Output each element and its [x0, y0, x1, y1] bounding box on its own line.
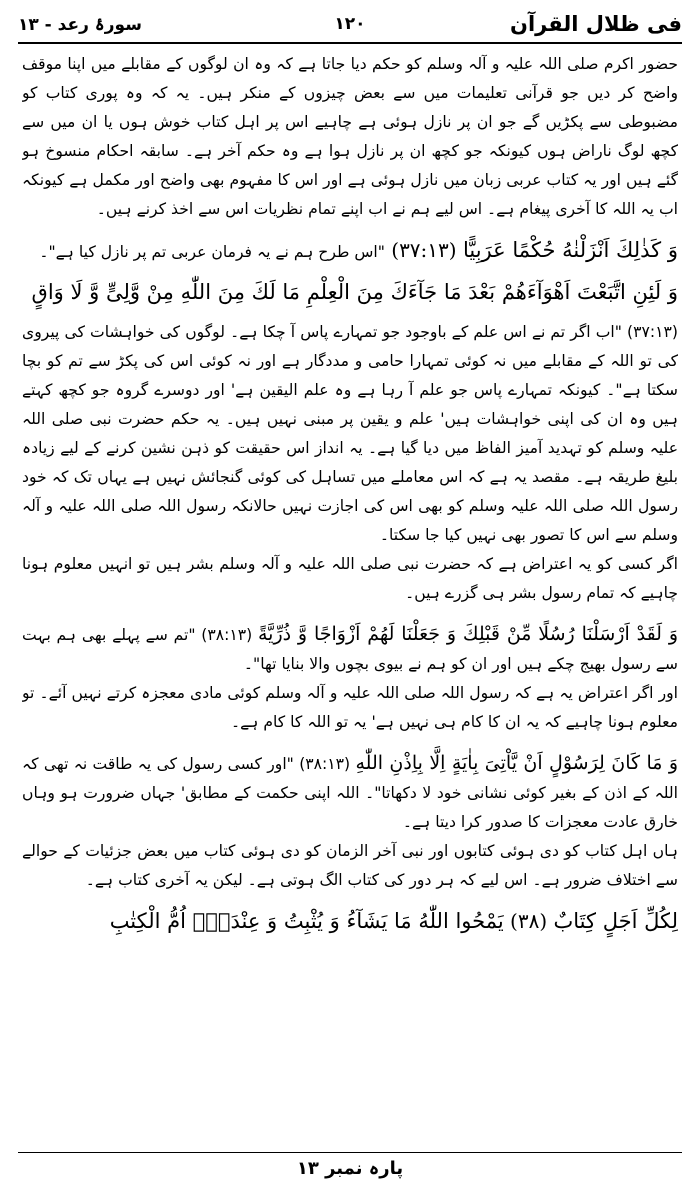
- ayah-38c-reference: (۳۸): [510, 909, 548, 933]
- header-rule: [18, 42, 682, 44]
- ayah-38c-arabic: لِكُلِّ اَجَلٍ كِتَابٌ: [553, 909, 678, 933]
- para-number-footer: پارہ نمبر ۱۳: [296, 1158, 404, 1179]
- paragraph-miracles: اور اگر اعتراض یہ ہے کہ رسول اللہ صلی اللہ علیہ و آلہ وسلم کوئی مادی معجزہ کرتے نہیں آئے۔ تو معلوم ہونا چاہیے کہ یہ ان کا کام ہی نہیں ہے' یہ تو اللہ کا کام ہے۔: [22, 684, 678, 731]
- book-title: فی ظلال القرآن: [510, 12, 682, 36]
- ayah-38b-translation: "اور کسی رسول کی یہ طاقت نہ تھی کہ اللہ کے اذن کے بغیر کوئی نشانی خود لا دکھاتا"۔ اللہ اپنی حکمت کے مطابق' جہاں ضرورت ہو وہاں خارق عادت معجزات کا صدور کرا دیتا ہے۔: [22, 755, 678, 831]
- paragraph-commentary-37: (۳۷:۱۳) "اب اگر تم نے اس علم کے باوجود جو تمہارے پاس آ چکا ہے۔ لوگوں کی خواہشات کی پیروی کی تو اللہ کے مقابلے میں نہ کوئی تمہارا حامی و مددگار ہے اور نہ کوئی اس کی پکڑ سے تم کو بچا سکتا ہے"۔ کیونکہ تمہارے پاس جو علم آ رہا ہے وہ علم الیقین ہے' اور دوسرے گروہ جو کچھ کہتے ہیں وہ ان کی اپنی خواہشات ہیں' علم و یقین پر مبنی نہیں ہیں۔ یہ حکم حضرت نبی صلی اللہ علیہ وسلم کو تہدید آمیز الفاظ میں دیا گیا ہے۔ یہ انداز اس حقیقت کو ذہن نشین کرنے کے لیے زیادہ بلیغ طریقہ ہے۔ مقصد یہ ہے کہ اس معاملے میں تساہل کی کوئی گنجائش نہیں ہے یہاں تک کہ خود رسول اللہ صلی اللہ علیہ وسلم کو بھی اس کی اجازت نہیں حالانکہ رسول اللہ صلی اللہ علیہ و آلہ وسلم سے اس کا تصور بھی نہیں کیا جا سکتا۔: [22, 323, 678, 544]
- paragraph-messengers-human: اگر کسی کو یہ اعتراض ہے کہ حضرت نبی صلی اللہ علیہ و آلہ وسلم بشر ہیں تو انہیں معلوم ہونا چاہیے کہ تمام رسول بشر ہی گزرے ہیں۔: [22, 555, 678, 602]
- ayah-37-arabic: وَ كَذٰلِكَ اَنْزَلْنٰهُ حُكْمًا عَرَبِيًّا: [462, 238, 678, 262]
- ayah-37-continued: [22, 274, 678, 310]
- paragraph-intro: حضور اکرم صلی اللہ علیہ و آلہ وسلم کو حکم دیا جاتا ہے کہ وہ ان لوگوں کے مقابلے میں اپنا موقف واضح کر دیں جو قرآنی تعلیمات میں سے بعض چیزوں کے منکر ہیں۔ یہ کہ وہ پوری کتاب کو مضبوطی سے پکڑیں گے جو ان پر نازل ہوئی ہے چاہیے اس پر اہل کتاب خوش ہوں یا ان میں سے کچھ لوگ ناراض ہوں کیونکہ جو کچھ ان پر نازل ہوا ہے وہ حکم آخر ہے۔ سابقہ احکام منسوخ ہو گئے ہیں اور یہ کتاب عربی زبان میں نازل ہوئی ہے اور اس کا مفہوم بھی واضح اور مکمل ہے کیونکہ اب یہ اللہ کا آخری پیغام ہے۔ اس لیے ہم نے اب اپنے تمام نظریات اس سے اخذ کرنے ہیں۔: [22, 55, 678, 218]
- ayah-39-arabic: يَمْحُوا اللّٰهُ مَا يَشَآءُ وَ يُثْبِتُ وَ عِنْدَهٗۤ اُمُّ الْكِتٰبِ: [109, 909, 504, 933]
- ayah-37: [22, 232, 678, 270]
- page-body: [22, 50, 678, 1145]
- ayah-37-translation: "اس طرح ہم نے یہ فرمان عربی تم پر نازل کیا ہے"۔: [39, 243, 385, 261]
- ayah-38a: [22, 620, 678, 679]
- ayah-38a-translation: "تم سے پہلے بھی ہم بہت سے رسول بھیج چکے ہیں اور ان کو ہم نے بیوی بچوں والا بنایا تھا"۔: [22, 626, 678, 673]
- footer-rule: [18, 1152, 682, 1153]
- ayah-38b: [22, 749, 678, 837]
- ayah-37-reference: (۳۷:۱۳): [391, 238, 457, 262]
- ayah-38b-arabic: وَ مَا كَانَ لِرَسُوْلٍ اَنْ يَّاْتِیَ بِاٰيَةٍ اِلَّا بِاِذْنِ اللّٰهِ: [355, 752, 678, 774]
- surah-label: سورۂ رعد - ۱۳: [18, 15, 142, 35]
- paragraph-scriptures: ہاں اہل کتاب کو دی ہوئی کتابوں اور نبی آخر الزمان کو دی ہوئی کتاب میں بعض جزئیات کے حوالے سے اختلاف ضرور ہے۔ اس لیے کہ ہر دور کی کتاب الگ ہوتی ہے۔ لیکن یہ آخری کتاب ہے۔: [22, 842, 678, 889]
- page-number: ۱۲۰: [334, 14, 366, 34]
- ayah-37b-arabic: وَ لَئِنِ اتَّبَعْتَ اَهْوَآءَهُمْ بَعْدَ مَا جَآءَكَ مِنَ الْعِلْمِ مَا لَكَ مِنَ اللّٰهِ مِنْ وَّلِیٍّ وَّ لَا وَاقٍ: [31, 280, 678, 304]
- ayah-38a-reference: (۳۸:۱۳): [201, 626, 253, 644]
- ayah-38b-reference: (۳۸:۱۳): [299, 755, 351, 773]
- ayah-38a-arabic: وَ لَقَدْ اَرْسَلْنَا رُسُلًا مِّنْ قَبْلِكَ وَ جَعَلْنَا لَهُمْ اَزْوَاجًا وَّ ذُرِّيَّةً: [257, 623, 678, 645]
- page-header: [18, 10, 682, 38]
- ayah-38-39: [22, 903, 678, 939]
